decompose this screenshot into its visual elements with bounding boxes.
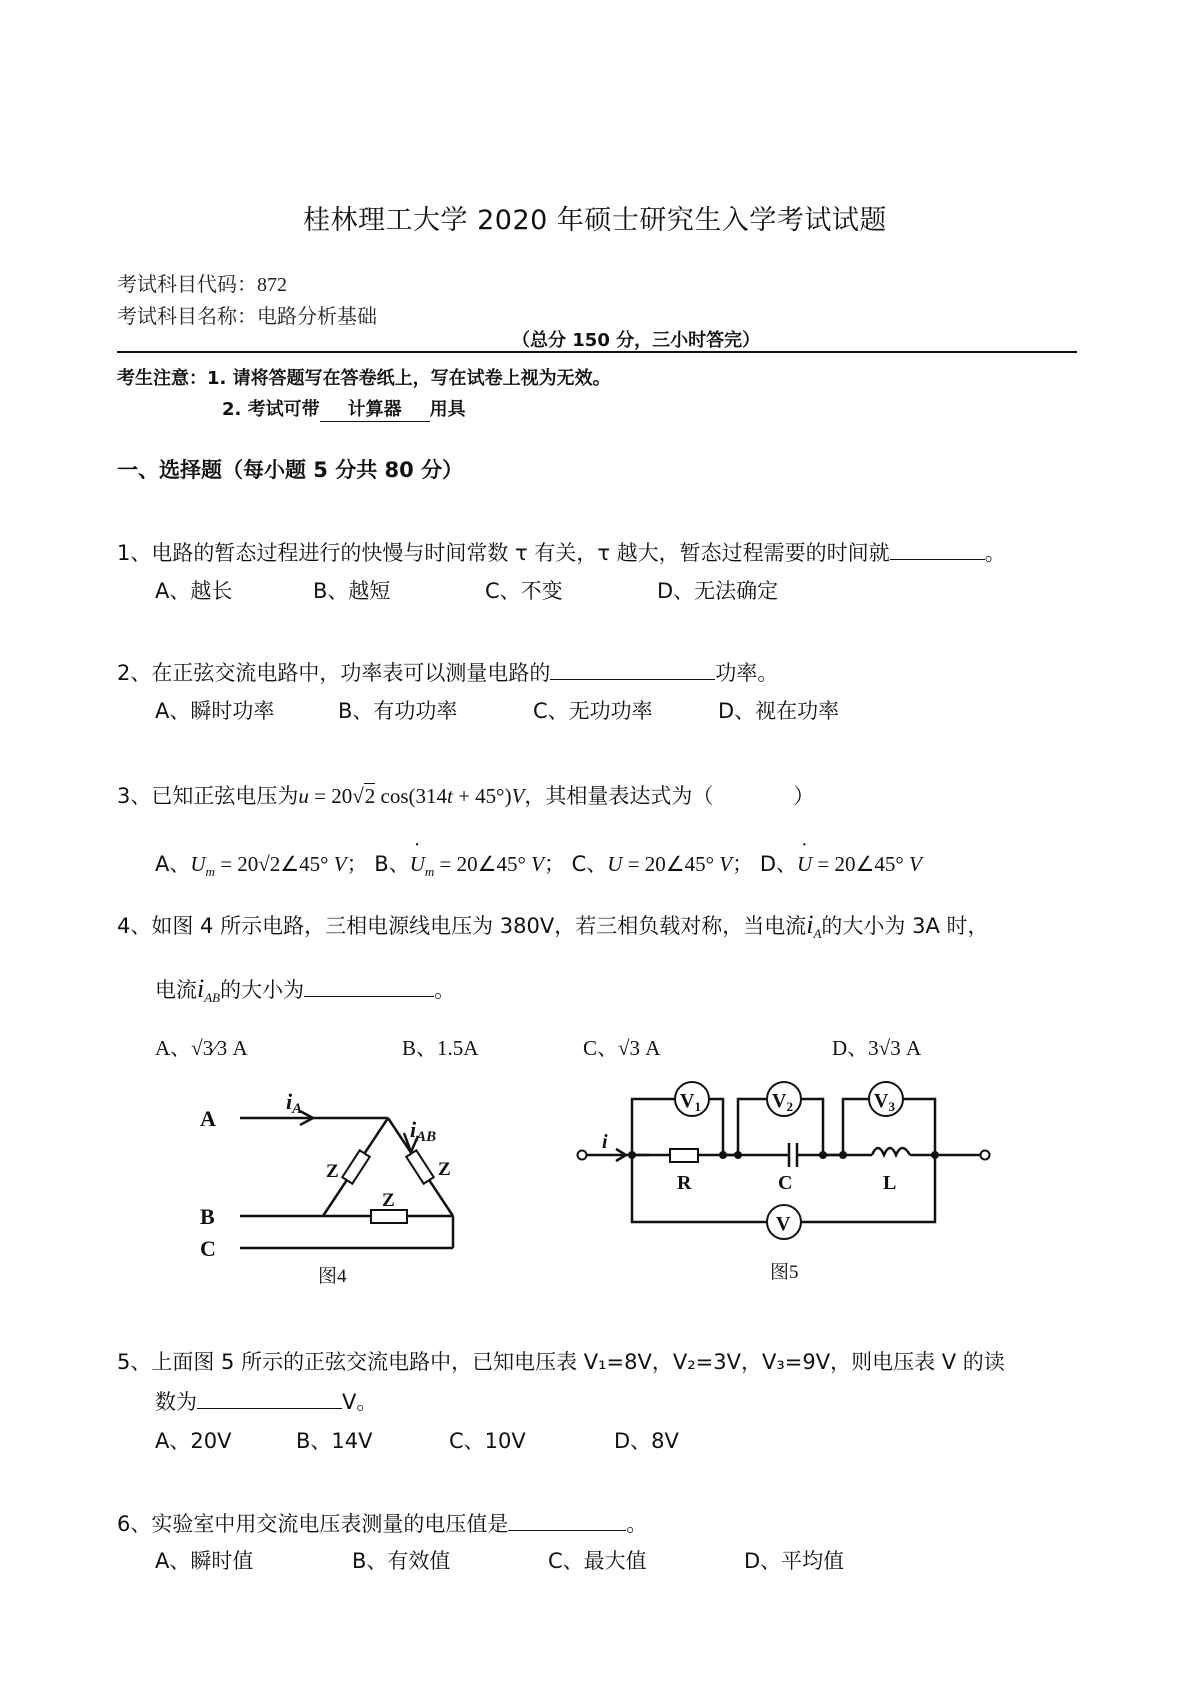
current-label-ia: iA	[286, 1089, 303, 1117]
var-sub: AB	[204, 990, 221, 1005]
question-text: 在正弦交流电路中，功率表可以测量电路的	[151, 661, 551, 685]
question-3: 3、已知正弦电压为u = 20√2 cos(314t + 45°)V，其相量表达式为（ ）	[117, 784, 815, 808]
option-var-phasor: · U	[410, 852, 425, 877]
question-text: 数为	[155, 1390, 197, 1414]
option-sep: ；	[346, 852, 368, 876]
component-label-c: C	[778, 1172, 793, 1194]
question-5	[117, 1346, 1005, 1376]
impedance-label: Z	[382, 1190, 395, 1211]
impedance-ca	[342, 1150, 369, 1183]
exam-title: 桂林理工大学 2020 年硕士研究生入学考试试题	[303, 205, 887, 236]
option-b: B、有功功率	[338, 699, 458, 723]
option-unit: V	[531, 852, 544, 876]
answer-blank	[508, 1512, 626, 1531]
question-text-2: 的大小为 3A 时，	[821, 914, 989, 938]
subject-code: 872	[257, 274, 287, 296]
question-number: 2、	[117, 661, 152, 685]
option-c: C、10V	[449, 1429, 526, 1453]
question-text: 已知正弦电压为	[151, 784, 299, 808]
formula-var-u: u	[298, 784, 309, 808]
question-text: 电流	[155, 978, 197, 1002]
formula-var-t: t	[447, 784, 453, 808]
subject-name-line	[117, 300, 377, 329]
option-c: C、不变	[485, 579, 563, 603]
option-d: D、平均值	[744, 1549, 845, 1573]
question-text: 实验室中用交流电压表测量的电压值是	[151, 1512, 509, 1536]
option-c: C、最大值	[548, 1549, 647, 1573]
answer-blank	[550, 661, 715, 680]
option-b: B、14V	[296, 1429, 373, 1453]
component-label-r: R	[677, 1172, 692, 1194]
option-expr: = 20∠45°	[622, 852, 720, 876]
var-sub: A	[813, 926, 822, 941]
option-b: B、1.5A	[402, 1036, 479, 1060]
question-text: 的大小为	[220, 978, 305, 1002]
option-var-phasor: · U	[797, 852, 812, 877]
question-number: 6、	[117, 1512, 152, 1536]
option-b: B、越短	[313, 579, 391, 603]
input-terminal	[578, 1151, 587, 1160]
score-note: （总分 150 分，三小时答完）	[512, 330, 761, 351]
notice-tool: 计算器	[320, 395, 430, 422]
option-label: D、	[759, 852, 797, 876]
option-d: D、3√3 A	[832, 1036, 922, 1060]
formula-part: + 45°)	[452, 784, 512, 808]
section-title: 一、选择题（每小题 5 分共 80 分）	[117, 458, 464, 482]
option-label: C、	[571, 852, 608, 876]
formula-unit: V	[511, 784, 525, 808]
option-a: A、瞬时值	[155, 1549, 254, 1573]
answer-blank	[304, 978, 434, 997]
resistor	[670, 1149, 698, 1162]
option-expr: = 20∠45°	[434, 852, 532, 876]
option-b	[374, 852, 565, 879]
option-c	[572, 852, 754, 876]
question-5-line-2	[155, 1386, 377, 1416]
impedance-label: Z	[438, 1159, 451, 1180]
option-unit: V	[333, 852, 347, 876]
component-label-l: L	[883, 1172, 897, 1194]
impedance-ab	[406, 1150, 433, 1183]
option-b: B、有效值	[352, 1549, 451, 1573]
option-label: B、	[374, 852, 410, 876]
option-unit: V	[719, 852, 733, 876]
option-d: D、无法确定	[657, 579, 779, 603]
question-end: 。	[984, 541, 1006, 565]
notice-item-2-suffix: 用具	[429, 399, 466, 420]
option-a: A、越长	[155, 579, 233, 603]
subject-name-label: 考试科目名称：	[117, 304, 257, 328]
subject-code-line	[117, 268, 287, 297]
question-text: 电路的暂态过程进行的快慢与时间常数 τ 有关，τ 越大，暂态过程需要的时间就	[151, 541, 890, 565]
question-1	[117, 537, 1006, 567]
option-a	[155, 852, 368, 879]
var-i: i	[806, 910, 814, 939]
option-sub: m	[424, 864, 435, 879]
option-sep: ；	[543, 852, 565, 876]
figure-5-caption: 图5	[770, 1262, 799, 1283]
answer-blank	[890, 541, 985, 560]
formula-part: = 20	[308, 784, 353, 808]
answer-paren-close: ）	[793, 784, 815, 808]
formula-part: cos(314	[375, 784, 447, 808]
question-3-options	[155, 848, 922, 880]
figure-4-caption: 图4	[318, 1266, 347, 1287]
notice-item-1: 1. 请将答题写在答卷纸上，写在试卷上视为无效。	[207, 368, 611, 389]
option-a: A、瞬时功率	[155, 699, 275, 723]
question-end: V。	[342, 1390, 378, 1414]
question-text: 上面图 5 所示的正弦交流电路中，已知电压表 V₁=8V，V₂=3V，V₃=9V，则电压表 V 的读	[151, 1350, 1005, 1374]
question-2	[117, 657, 778, 687]
current-label-i: i	[602, 1131, 608, 1153]
question-number: 1、	[117, 541, 152, 565]
option-d: D、8V	[614, 1429, 679, 1453]
question-4-line-2	[155, 974, 455, 1006]
notice-item-2-prefix: 2. 考试可带	[222, 399, 320, 420]
option-c: C、√3 A	[583, 1036, 661, 1060]
option-sep: ；	[732, 852, 754, 876]
notice-line-2	[222, 395, 466, 422]
question-text-after: ，其相量表达式为（	[524, 784, 714, 808]
option-expr: = 20∠45°	[812, 852, 909, 876]
formula-sqrt: 2	[364, 784, 376, 808]
output-terminal	[981, 1151, 990, 1160]
question-number: 3、	[117, 784, 152, 808]
meter-label-v3: $V_3$	[874, 1090, 895, 1114]
header-rule	[117, 351, 1077, 353]
question-end: 。	[434, 978, 456, 1002]
node-label-c: C	[200, 1236, 216, 1261]
subject-code-label: 考试科目代码：	[117, 272, 257, 296]
question-4	[117, 910, 988, 942]
option-sub: m	[205, 864, 215, 879]
option-c: C、无功功率	[533, 699, 653, 723]
current-label-iab: iAB	[410, 1117, 437, 1145]
impedance-label: Z	[326, 1161, 339, 1182]
question-end: 。	[626, 1512, 648, 1536]
figure-5-rlc-circuit	[570, 1080, 1000, 1295]
meter-label-v1: $V_1$	[680, 1090, 701, 1114]
figure-4-delta-circuit	[200, 1085, 480, 1295]
node-label-a: A	[200, 1106, 216, 1131]
option-label: A、	[155, 852, 191, 876]
notice-label: 考生注意：	[117, 368, 207, 389]
notice-line-1	[117, 364, 611, 390]
impedance-bc	[371, 1210, 407, 1223]
option-unit: V	[908, 852, 922, 876]
var-i: i	[197, 974, 205, 1003]
option-var: U	[190, 852, 206, 876]
question-6	[117, 1508, 647, 1538]
option-var: U	[607, 852, 623, 876]
option-expr: = 20√2∠45°	[214, 852, 334, 876]
option-d	[760, 852, 922, 876]
answer-blank	[197, 1390, 342, 1409]
meter-label-v2: $V_2$	[772, 1090, 793, 1114]
question-text: 如图 4 所示电路，三相电源线电压为 380V，若三相负载对称，当电流	[151, 914, 807, 938]
meter-label-v: V	[776, 1213, 791, 1235]
node-label-b: B	[200, 1204, 215, 1229]
subject-name: 电路分析基础	[257, 304, 377, 328]
question-number: 4、	[117, 914, 152, 938]
question-number: 5、	[117, 1350, 152, 1374]
option-a: A、20V	[155, 1429, 232, 1453]
option-d: D、视在功率	[718, 699, 840, 723]
question-end: 功率。	[715, 661, 779, 685]
option-a: A、√3⁄3 A	[155, 1036, 248, 1060]
inductor-coil	[872, 1148, 910, 1155]
